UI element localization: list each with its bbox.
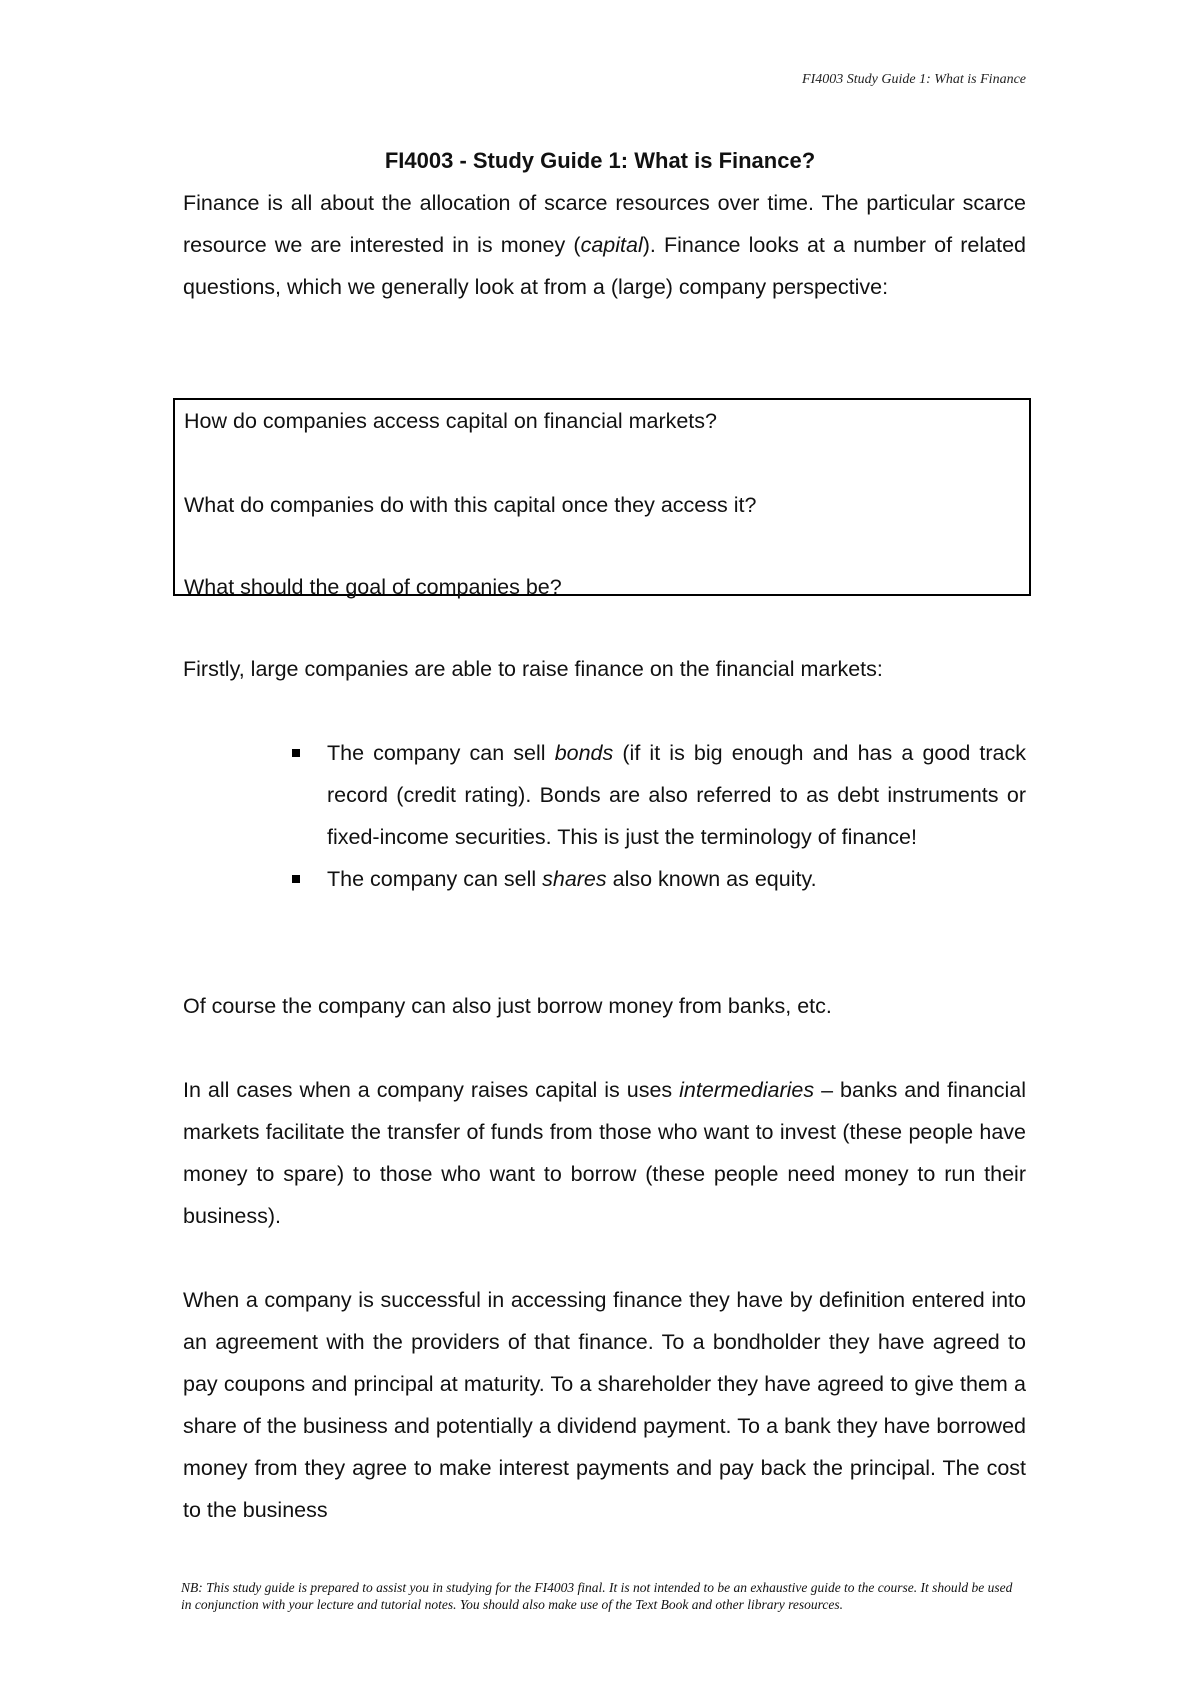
question-item: What do companies do with this capital once they access it?	[184, 493, 757, 517]
document-title: FI4003 - Study Guide 1: What is Finance?	[384, 148, 816, 173]
intermediaries-text-1: In all cases when a company raises capital is uses	[183, 1078, 680, 1102]
bullet-emphasis: bonds	[554, 741, 614, 765]
square-bullet-icon	[292, 749, 300, 757]
agreement-paragraph: When a company is successful in accessing finance they have by definition entered into an agreement with the providers of that finance. To a bondholder they have agreed to pay coupons and principal at maturity. To a shareholder they have agreed to give them a share of the business and potentially a dividend payment. To a bank they have borrowed money from they agree to make interest payments and pay back the principal. The cost to the business	[183, 1288, 1026, 1522]
intermediaries-paragraph	[183, 1069, 1026, 1237]
bullet-item-bonds	[290, 732, 1026, 858]
bullet-text: The company can sell	[327, 867, 543, 891]
questions-box	[173, 398, 1031, 599]
bullet-text: The company can sell	[327, 741, 555, 765]
question-item: What should the goal of companies be?	[184, 575, 562, 599]
square-bullet-icon	[292, 875, 300, 883]
borrow-paragraph: Of course the company can also just borrow money from banks, etc.	[183, 994, 832, 1018]
financing-bullet-list	[290, 732, 1026, 900]
bullet-text: also known as equity.	[606, 867, 817, 891]
bullet-item-shares	[290, 858, 1026, 900]
running-header: FI4003 Study Guide 1: What is Finance	[802, 72, 1026, 87]
intermediaries-text-2: – banks and financial markets facilitate the transfer of funds from those who want to invest (these people have money to spare) to those who want to borrow (these people need money to run their business).	[183, 1078, 1027, 1228]
intro-text-2: ). Finance looks at a number of related questions, which we generally look at from a (large) company perspective:	[183, 233, 1026, 299]
bullet-emphasis: shares	[542, 867, 607, 891]
firstly-paragraph: Firstly, large companies are able to raise finance on the financial markets:	[183, 657, 883, 681]
intro-emphasis: capital	[580, 233, 643, 257]
intermediaries-emphasis: intermediaries	[679, 1078, 815, 1102]
intro-text-1: Finance is all about the allocation of scarce resources over time. The particular scarce resource we are interested in is money (	[183, 191, 1026, 257]
intro-paragraph	[183, 182, 1026, 308]
bullet-text: (if it is big enough and has a good track record (credit rating). Bonds are also referred to as debt instruments or fixed-income securities. This is just the terminology of finance!	[327, 741, 1026, 849]
footnote: NB: This study guide is prepared to assist you in studying for the FI4003 final. It is not intended to be an exhaustive guide to the course. It should be used in conjunction with your lecture and tutorial notes. You should also make use of the Text Book and other library resources.	[181, 1580, 1013, 1612]
question-item: How do companies access capital on financial markets?	[184, 409, 717, 433]
